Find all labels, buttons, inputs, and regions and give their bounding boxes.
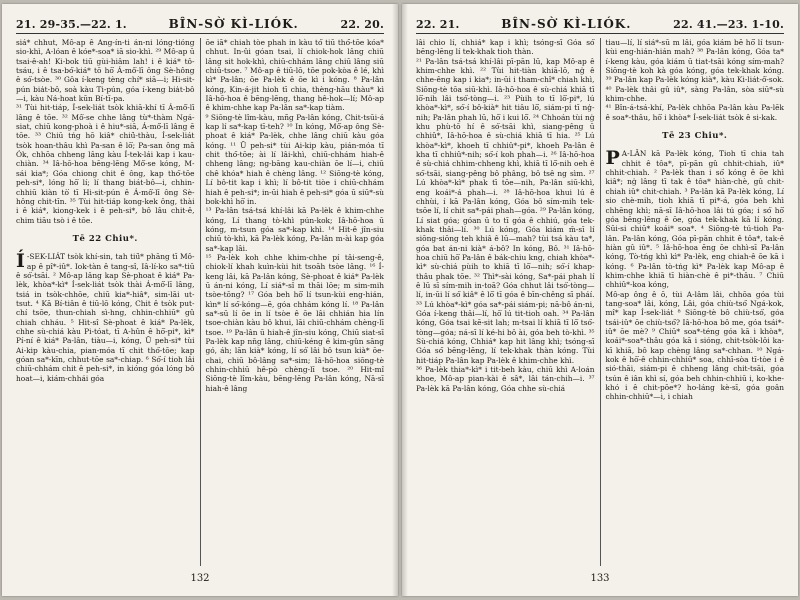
text-columns [16,38,384,566]
text-columns [416,38,784,566]
header-verse-range-end: 22. 20. [340,18,384,31]
gutter-shadow [392,4,398,596]
verse-paragraph: ōe iā* chiah tòe phah in kàu tó͘ tiū thó͘-tōe kóa* chhut. In-ûi góan tsai, lí chiok-hok lâng chiū lâng sit hok-khì, chiū-chhám lâng chiū lâng siū chiū-tsoe. ⁷ Mô-ap ê tiū-lō, tōe pok-kòa ê lé, khì kì* Pa-lân; ōe Pa-lèk ê ōe kì i kóng. ⁸ Pa-lân kóng, Kin-á-jit hioh tī chia, thèng-hāu thàu* kì Iâ-hō-hoa ê bēng-lēng, thang hê-hok—lí; Mô-ap ê khim-chhe kap Pa-lân sa*-kap tiàm. [205,38,384,113]
header-book-title: BÎN-SÒ͘ KÌ-LIÓK. [501,17,632,31]
gutter-shadow [402,4,408,596]
chapter-heading: Tē 22 Chiu*. [72,233,138,244]
column-two [601,38,785,566]
header-verse-range-start: 22. 21. [416,18,460,31]
verse-paragraph: Mô-ap ông ê ō, tùi A-lâm lâi, chhōa góa tùi tang-soa* lâi, kóng, Lâi, góa chiù-tsó͘ Ngá-kok, mî* kap Í-sek-liát ⁸ Siōng-tè bô chiù-tsó͘, góa tsái-iû* ōe chiù-tsó͘? Iâ-hō-hoa bô me, góa tsái*-iû* ōe mè? ⁹ Chiū* soa*-téng góa kā i khòa*, koái*-soa*-thâu góa kā i sióng, chit-tsòk-lôi ka-kī khiā, bô kap chèng lâng sa*-chhan. ¹⁰ Ngá-kok ê hō͘-ê chhin-chhiū* soa, chhī-sòa tī-tòe i ê sió-thāi, siám-pi ê chheng lâng chit-tsāi, góa tsún ê iân khì sí, góa beh chhin-chhiū i, ko-khe-khó i ê chit-pōe*? ho-láng kè-sī, góa goân chhin-chhiū*—i, i chiah [605,289,784,402]
verse-paragraph [16,252,195,383]
verse-paragraph: ⁴¹ Bîn-á-tsá-khí, Pa-lèk chhōa Pa-lân kàu Pa-lēk ê soa*-thâu, hō͘ i khòa* Í-sek-liát tsòk ê si-kak. [605,103,784,122]
header-verse-range-end: 22. 41.—23. 1-10. [673,18,784,31]
verse-paragraph: lâi chio lí, chhiá* kap i khì; tsóng-sī Góa só͘ bēng-lēng lí tek-khak tioh thàn. [416,38,595,57]
running-header [16,17,384,34]
header-book-title: BÎN-SÒ͘ KÌ-LIÓK. [168,17,299,31]
verse-paragraph: siá* chhut, Mô-ap ê Ang-ín-ti án-ni lóng-tióng sio-khì, A-lóan ê kóe*-soa* iā sio-khì. ²⁹ Mô-ap ū tsai-ê-ah! Ki-bok tiū gùi-hiâm lah! i ê kiá* tô-tsáu, i ê tsa-bó͘-kiá* tō hō͘ Á-mô͘-lī ông Sè-hông ê só͘-tsòe. ³⁰ Gôa í-keng tèng chí* siā—i; Hi-sit-pún bia̍t-bô, soà kàu Ti-pún, góa í-keng bia̍t-bô—i, kàu Ná-hoat kūn Bí-tī-pa. [16,38,195,104]
column-one [16,38,201,566]
verse-paragraph: tiau—lí, lí siá*-sū m lâi, góa kiám bē hō͘ lí tsun-kùi eng-hián-hián mah? ³⁸ Pa-lân kóng, Góa ta* í-keng kàu, góa kiám ū tiat-tsāi kóng sím-mah? Siōng-tè koh kà góa kóng, góa tek-khak kóng. ³⁹ Pa-lân kap Pa-lèk kóng kià*, kàu Ki-liát-ô͘-sok. ⁴⁰ Pa-lèk thâi gû iû*, sàng Pa-lân, sòa siū*-sù khim-chhe. [605,38,784,104]
verse-paragraph: ¹⁵ Pa-lèk koh chhe khim-chhe pí tâi-seng-ê, chiok-lí khah kuìn-kùi hit tsoāh tsòe lâng. ¹⁶ Í-keng lâi, kā Pa-lân kóng, Sè-phoat ê kiá* Pa-lèk ū án-ni kóng, Lí siá*-sî m thāi lōe; m sim-mih tsòe-tōng? ¹⁷ Góa beh hō͘ lí tsun-kùi eng-hián, kìn* lí só͘-kóng—ē, góa chhám kóng lí. ¹⁸ Pa-lân sa*-sū lí ōe in lí tsòe ê ōe lâi chhián hia lín tsoe-chiàn kàu bô khui, lāi chiū-chhám chèng-lī tsoe. ¹⁹ Pa-lân ū hiah-ê jîn-siu kóng, Chiū siat-sī Pa-lèk kap nn̄g lâng, chiū-kéng ê kim-gûn sāng gó, áh; lān kià* kóng, lí só͘ lâi bô tsun kià* ōe-chai, chiū bô-lâng sa*-sim; Iâ-hō-hoa siōng-tè chhin-chhiū hê-pò chèng-lī tsoe. ²⁰ Hit-mî Siōng-tè lîm-kàu, bēng-lēng Pa-lân kóng, Nā-sī hiah-ê lâng [205,252,384,393]
column-one [416,38,601,566]
verse-paragraph: ¹³ Pa-lân tsá-tsá khí-lâi kā Pa-lèk ê khim-chhe kóng, Lí thang tò-khì pún-kok; Iâ-hō-hoa ū kóng, m-tsun góa sa*-kap khì. ¹⁴ Hit-ê jîn-siu chiū tò-khì, kā Pa-lèk kóng, Pa-lân m-ài kap góa sa*-kap lâi. [205,206,384,253]
left-page [2,4,398,596]
verse-text: -SEK-LIÁT tsòk khí-sin, tah tiū̍* phāng tī Mô-ap ê pî*-iû*. Iok-tàn ê tang-sî, Iâ-lí-ko sa*-tiū ê só͘-tsāi. ² Mô-ap lâng kap Sè-phoat ê kiá* Pa-lèk, khòa*-kì* Í-sek-liát tsòk thài Á-mô͘-lī lâng, tsiá in tsòk-chhōe, chiū kia*-hiâ*, sim-lāi ut-tsut. ⁴ Kā Bí-tiân ê tiū-lō kóng, Chit ê tsòk put-chí tsōe, thun-chiah sì-hng, chhin-chhiū* gû chiah chháu. ⁵ Hit-sî Sè-phoat ê kiá* Pa-lèk, chhe sù-chiá kàu Pi-tóat, tī A-hûn ê hō͘-pi*, kì* Pí-ní ê kiá* Pa-lân, tiàu—i, kóng, Ū peh-si* tùi Ai-kip kàu-chia, pian-móa tī chit thó͘-tōe; kap góan sa*-kīn, chhut-tōe sa*-chiap. ⁶ Só͘-í tioh lâi chiū-chhám chit ê peh-si*, in kióng góa lóng bô hoat—i, kiám-chhái góa [16,252,195,383]
verse-paragraph: ³⁶ Pa-lèk thia*-kì* i tit-beh kàu, chiū khì A-loán khoe, Mô-ap pian-kài ê sâ*, lâi tán-chih—i. ³⁷ Pa-lèk kā Pa-lân kóng, Góa chhe sù-chiá [416,365,595,393]
drop-cap: Í [16,250,25,273]
verse-paragraph: ⁹ Siōng-tè lîm-kàu, mñg Pa-lân kóng, Chit-tsūi-á kap lí sa*-kap tī-teh? ¹⁰ In kóng, Mô͘-ap ông Sè-phoat ê kiá* Pa-lèk, chhe lâng chiū kàu góa kóng. ¹¹ Ū peh-si* tùi Ai-kip kàu, pián-móa tī chit thó͘-tōe; ài lí lâi-khì, chiū-chhám hiah-ê chheng lâng; ng-bāng kau-chiàn ōe lí—i, chiū chê khóa* hiah ê chèng lâng. ¹² Siōng-tè kóng, Lí bô-tit kap i khì; lí bô-tit tiòe i chiū-chhám hiah ê peh-si*; in-ūi hiah ê peh-si* góa ū siū*-sù bok-khì hō͘ in. [205,112,384,206]
running-header [416,17,784,34]
chapter-heading: Tē 23 Chiu*. [662,131,728,142]
drop-cap: P [605,147,620,170]
right-page [402,4,798,596]
verse-paragraph: ³¹ Tùi hit-tiáp, Í-sek-liát tsòk khiā-khí tī Á-mô͘-lī lâng ê tōe. ³² Mô͘-se chhe lâng tù*-thàm Ngá-siat, chiū kong-phoà i ê hiu*-siā, Á-mô͘-lī lâng ē tōe. ³³ Chiū tńg hō kiâ* chiū̍-thàu, Í-sek-liát tsòk hoan-thâu khì Pa-san ê lō͘; Pa-san ông mā Ók, chhōa chheng lâng kàu Í-tek-lái kap i kau-chiàn. ³⁴ Iâ-hō-hoa bēng-lēng Mô͘-se kóng, M-sái kia*; Góa chiong chit ê ông, kap thó͘-tōe peh-si*, lóng hō͘ lí; lí thang biát-bô—i, chhin-chhiū kiàn tò͘ tī Hi-sit-pún ê Á-mô͘-lī ông Sè-hông chit-tīn. ³⁵ Tùi hit-tiáp kong-kek ông, thài i ê kiá*, kiong-kek i ê peh-si*, bô lâu chit-ê, chim tiāu tsò i ê tōe. [16,103,195,225]
page-number: 133 [590,573,610,584]
verse-paragraph [606,149,785,289]
column-two [201,38,385,566]
verse-paragraph: ²¹ Pa-lân tsá-tsá khí-lâi pī-pān lū, kap Mô-ap ê khim-chhe khì. ²² Tùi hit-tiàn khiā-lō, ng̍ ê chhe-êng kap i kia*; in-ūi i tham-chî* chiah khì, Siōng-tè tōa siū-khì. Iâ-hō-hoa ê sù-chiá khiā tī lō͘-nih lâi tsó͘-tòng—i. ²³ Pùih to tī lō͘-pi*, lú khòa*-kì*, só͘-í bô-kià* hit tiâu lō͘, siám-pi tī ng̍-nih; Pa-lân phah lū, hō͘ i kui lō͘. ²⁴ Chhoán tùi ng̍ khu phù-tō hí ê só͘-tsāi khì, siang-pêng ū chhiû*, Iâ-hō-hoa ê sù-chiá khiā tī hia. ²⁵ Lú khòa*-kì*, khoeh tī chhiû*-pi*, khoeh Pa-lân ê kha tī chhiû*-nih; só͘-í koh phah—i. ²⁶ Iâ-hō-hoa ê sù-chiá chhim-chheng khì, khiā tī lō͘-nih oeh ê só͘-tsāi, siang-pêng bô phâng, bô tsê ng sìm. ²⁷ Lú khòa*-kì* phak tī tōe—nih, Pa-lân siū-khì, eng koái*-á phah—i. ²⁸ Iâ-hō-hoa khui lú ê chhùi, í kā Pa-lân kóng, Góa bô sím-mih tek-tsōe lí, lí chit sa*-pái phah—góa. ²⁹ Pa-lân kóng, Lí siat góa; góan ū to tī góa ê chhiú, góa tek-khak thâi—lí. ³⁰ Lú kóng, Góa kiám m̄-sī lí siōng-siōng teh khiâ ê lū—mah? tùi tsá kàu ta*, góa bat án-ni kià* á-bô? In kóng, Bô. ³¹ Iâ-hō-hoa chiū hō͘ Pa-lân ê bák-chiu kng, chiah khòa*-kì* sù-chiá pùih to khiā tī lō͘—nih; só͘-í khap-thâu phak tōe. ³² Thì*-sài kóng, Sa*-pái phah lí ê lū sī sím-mih in-toā? Góa chhut lâi tsó͘-tòng—lí, in-ūi lí só͘ kiâ* ê lō͘ tī góa ê bīn-chêng sī pháí. ³³ Lú khòa*-kì* góa sa*-pái siám-pi; nā-bô án-ni, Góa í-keng thâi—lí, hō͘ lú tit-tioh oah. ³⁴ Pa-lân kóng, Góa tsai kē-sit lah; m-tsai lí khiā tī lō͘ tsó͘-tòng—góa; ná-sī lí ké-hi bô ài, góa beh tò-khì. ³⁵ Sù-chiá kóng, Chhiá* kap hit lâng khì; tsóng-sī Góa só͘ bēng-lēng, lí tek-khak thàn kóng. Tùi hit-tiáp Pa-lân kap Pa-lèk ê khim-chhe khì. [416,56,595,365]
verse-text: A-LÂN kā Pa-lèk kóng, Tioh tī chia tah chhit ê tôa*, pī-pān gû chhit-chiah, iû* chhit-chiah. ² Pa-lèk than i só͘ kóng ê ōe khì kiâ*; ng̍ lâng tī tak ê tôa* hiàn-chè, gû chit-chiah iû* chit-chiah. ³ Pa-lân kā Pa-lèk kóng, Lí sio chè-mih, tioh khiā tī pi*-á, góa beh khì chhēng khì; nā-sī Iâ-hō-hoa lâi tú góa; i só͘ hō͘ góa bēng-lēng ê ōe, góa tek-khak kā lí kóng. Sūi-si chiū* koái* soa*. ⁴ Siōng-tè tú-tioh Pa-lân. Pa-lân kóng, Góa pī-pān chhit ê tôa*, tak-ê hiàn gû iû*. ⁵ Iâ-hō-hoa ēng ōe chhì-sī Pa-lân kóng, Tò-tńg khì kì* Pa-lèk, eng chiah-ê ōe kā i kóng. ⁶ Pa-lân tò-tńg kì* Pa-lèk kap Mô-ap ê khim-chhe khiā tī hiàn-chè ê pi*-thâu. ⁷ Chiū chhiû*-koa kóng, [605,149,784,290]
header-verse-range-start: 21. 29-35.—22. 1. [16,18,127,31]
page-number: 132 [190,573,210,584]
